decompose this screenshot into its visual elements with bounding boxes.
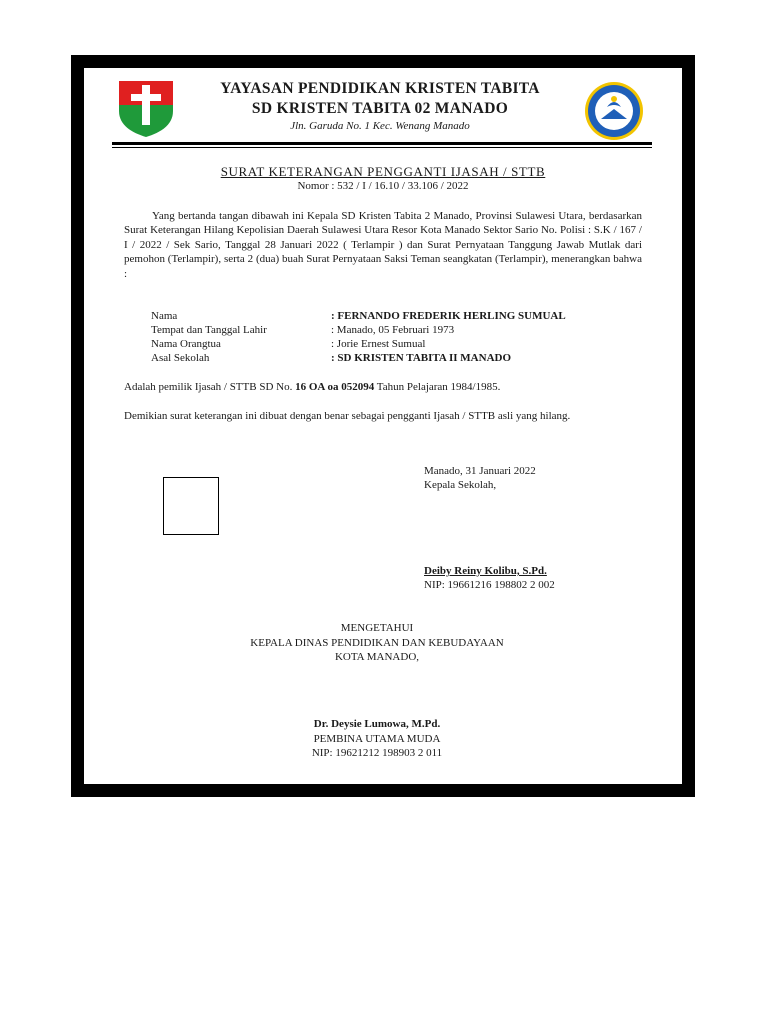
document-page: [84, 68, 682, 784]
field-label: Nama Orangtua: [151, 338, 221, 350]
place-date: Manado, 31 Januari 2022: [424, 465, 536, 477]
photo-placeholder: [163, 477, 219, 535]
field-value: : Manado, 05 Februari 1973: [331, 324, 455, 336]
signature-header: [424, 464, 536, 492]
signer-position: Kepala Sekolah,: [424, 479, 497, 491]
ack-line3: KOTA MANADO,: [334, 651, 420, 663]
cross-shield-logo: [119, 81, 173, 137]
org-address: Jln. Garuda No. 1 Kec. Wenang Manado: [290, 120, 470, 132]
signer-nip: NIP: 19661216 198802 2 002: [424, 579, 555, 591]
ack-nip: NIP: 19621212 198903 2 011: [311, 747, 443, 759]
field-label: Nama: [151, 310, 178, 322]
document-title: SURAT KETERANGAN PENGGANTI IJASAH / STTB: [220, 164, 546, 179]
field-label: Tempat dan Tanggal Lahir: [151, 324, 267, 336]
opening-paragraph: Yang bertanda tangan dibawah ini Kepala SD Kristen Tabita 2 Manado, Provinsi Sulawesi Utara, berdasarkan Surat Keterangan Hilang Kepolisian Daerah Sulawesi Utara Resor Kota Manado Sektor Sario No. Polisi : S.K / 167 / I / 2022 / Sek Sario, Tanggal 28 Januari 2022 ( Terlampir ) dan Surat Pernyataan Tanggung Jawab Mutlak dari pemohon (Terlampir), serta 2 (dua) buah Surat Pernyataan Saksi Teman seangkatan (Terlampir), menerangkan bahwa :: [124, 210, 642, 280]
header-rule-thick: [112, 142, 652, 145]
ownership-post: Tahun Pelajaran 1984/1985.: [374, 381, 501, 393]
document-border: [71, 55, 695, 797]
field-row: [151, 351, 566, 365]
field-value: : SD KRISTEN TABITA II MANADO: [331, 352, 512, 364]
signature-footer: [424, 564, 555, 592]
ownership-pre: Adalah pemilik Ijasah / STTB SD No.: [124, 381, 296, 393]
acknowledgement-signer: [84, 717, 670, 761]
document-number: Nomor : 532 / I / 16.10 / 33.106 / 2022: [297, 180, 469, 192]
org-name-line2: SD KRISTEN TABITA 02 MANADO: [251, 100, 509, 117]
field-value: : Jorie Ernest Sumual: [331, 338, 426, 350]
ack-name: Dr. Deysie Lumowa, M.Pd.: [313, 718, 441, 730]
header-rule-thin: [112, 147, 652, 148]
identity-fields: [151, 309, 566, 365]
ownership-statement: [124, 380, 642, 394]
field-row: [151, 337, 566, 351]
field-label: Asal Sekolah: [151, 352, 210, 364]
field-value: : FERNANDO FREDERIK HERLING SUMUAL: [331, 310, 566, 322]
closing-paragraph: Demikian surat keterangan ini dibuat dengan benar sebagai pengganti Ijasah / STTB asli yang hilang.: [124, 410, 571, 422]
acknowledgement-header: [84, 621, 670, 665]
certificate-number: 16 OA oa 052094: [295, 381, 375, 393]
ack-line1: MENGETAHUI: [340, 622, 414, 634]
field-row: [151, 309, 566, 323]
ack-rank: PEMBINA UTAMA MUDA: [313, 732, 441, 745]
tut-wuri-handayani-logo: [581, 81, 647, 141]
ack-line2: KEPALA DINAS PENDIDIKAN DAN KEBUDAYAAN: [250, 636, 504, 649]
org-name-line1: YAYASAN PENDIDIKAN KRISTEN TABITA: [220, 80, 540, 97]
field-row: [151, 323, 566, 337]
signer-name: Deiby Reiny Kolibu, S.Pd.: [424, 565, 547, 577]
